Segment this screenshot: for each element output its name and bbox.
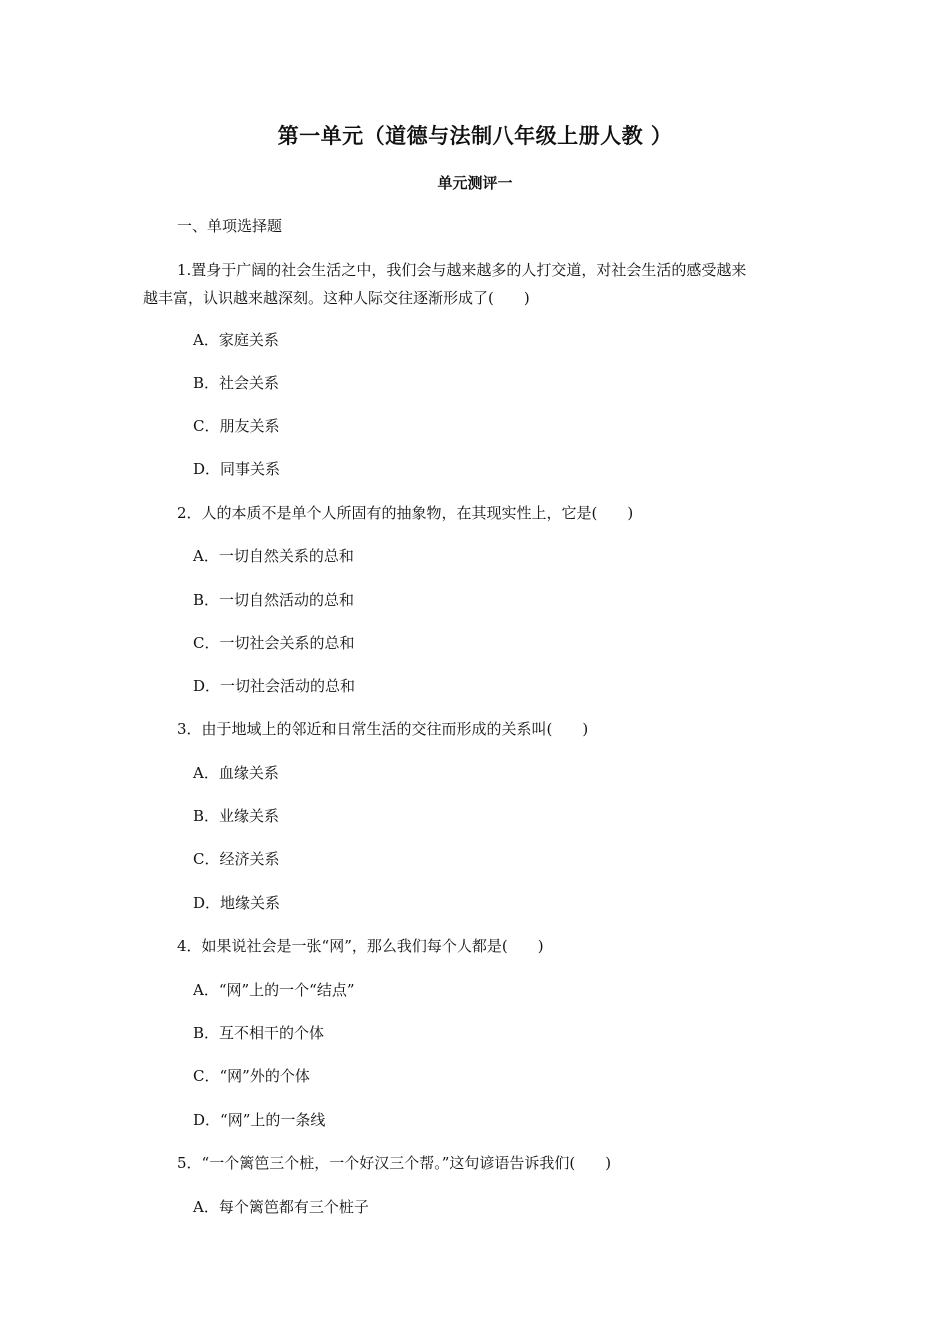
question-2-option-b: B．一切自然活动的总和 [193, 591, 355, 609]
question-3-option-a: A．血缘关系 [193, 764, 279, 782]
question-1-stem-continued: 越丰富，认识越来越深刻。这种人际交往逐渐形成了( ) [143, 289, 530, 307]
question-2-option-c: C．一切社会关系的总和 [193, 634, 355, 652]
question-4-option-b: B．互不相干的个体 [193, 1024, 325, 1042]
document-title: 第一单元（道德与法制八年级上册人教 ） [277, 124, 673, 148]
question-1-option-b: B．社会关系 [193, 374, 280, 392]
question-2-option-d: D．一切社会活动的总和 [193, 677, 356, 695]
document-subtitle: 单元测评一 [437, 174, 513, 192]
question-1-option-a: A．家庭关系 [193, 331, 279, 349]
question-2-option-a: A．一切自然关系的总和 [193, 547, 354, 565]
question-3-option-d: D．地缘关系 [193, 894, 281, 912]
question-3-option-c: C．经济关系 [193, 850, 280, 868]
question-4-stem: 4．如果说社会是一张“网”，那么我们每个人都是( ) [177, 937, 544, 955]
question-3-stem: 3．由于地域上的邻近和日常生活的交往而形成的关系叫( ) [177, 720, 589, 738]
question-4-option-a: A．“网”上的一个“结点” [193, 981, 355, 999]
question-4-option-c: C．“网”外的个体 [193, 1067, 310, 1085]
question-5-stem: 5．“一个篱笆三个桩，一个好汉三个帮。”这句谚语告诉我们( ) [177, 1154, 612, 1172]
question-5-option-a: A．每个篱笆都有三个桩子 [193, 1198, 369, 1216]
question-1-option-c: C．朋友关系 [193, 417, 280, 435]
question-3-option-b: B．业缘关系 [193, 807, 280, 825]
question-2-stem: 2．人的本质不是单个人所固有的抽象物，在其现实性上，它是( ) [177, 504, 634, 522]
section-heading: 一、单项选择题 [177, 217, 283, 235]
question-1-stem: 1.置身于广阔的社会生活之中，我们会与越来越多的人打交道，对社会生活的感受越来 [177, 261, 747, 279]
question-1-option-d: D．同事关系 [193, 460, 281, 478]
question-4-option-d: D．“网”上的一条线 [193, 1111, 326, 1129]
